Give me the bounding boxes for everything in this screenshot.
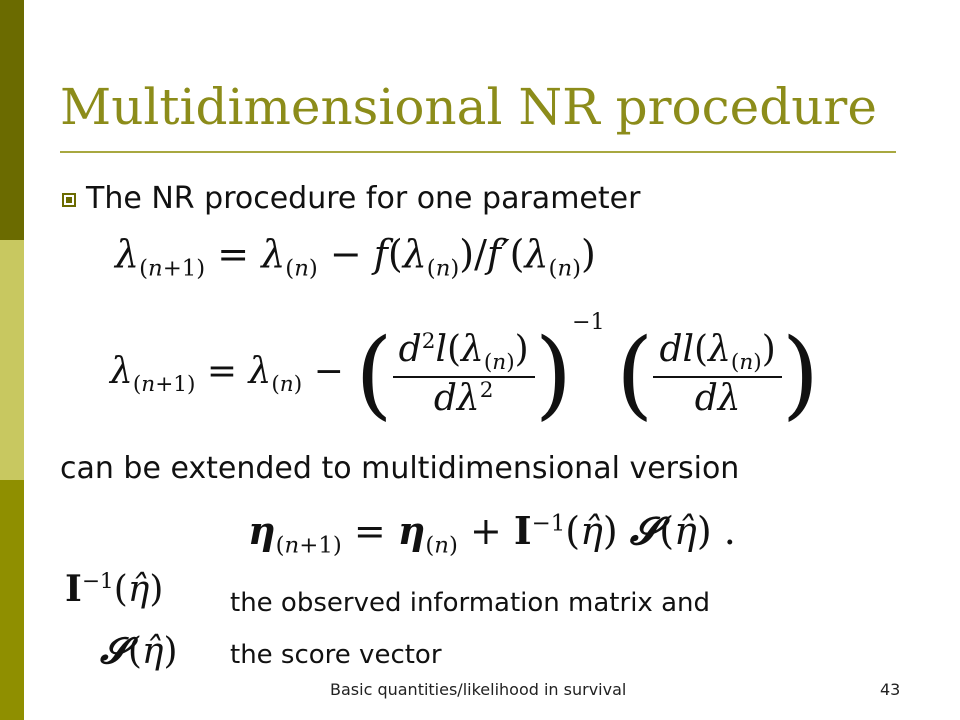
extension-text: can be extended to multidimensional version xyxy=(60,451,740,486)
information-matrix-text: the observed information matrix and xyxy=(230,588,710,618)
score-vector-symbol: 𝓢(η̂) xyxy=(100,630,178,672)
side-band-bottom xyxy=(0,480,24,720)
page-number: 43 xyxy=(880,680,901,699)
bullet-text: The NR procedure for one parameter xyxy=(86,181,641,216)
title-rule xyxy=(60,151,896,153)
nr-equation-derivative-form: $\lambda_{(n+1)} = \lambda_{(n)}$ − ( $\frac{d^2l(\lambda_{(n)})}{d\lambda^2}$ )$^{-1}$ ( $\frac{dl(\lambda_{(n)})}{d\lambda}$ ) xyxy=(110,310,820,430)
information-matrix-symbol: $I^{-1}(\etâ)$ xyxy=(65,568,164,610)
side-band-middle xyxy=(0,240,24,480)
score-vector-text: the score vector xyxy=(230,640,442,670)
slide-title: Multidimensional NR procedure xyxy=(60,78,877,136)
footer-text: Basic quantities/likelihood in survival xyxy=(330,680,627,699)
square-bullet-icon xyxy=(62,193,76,207)
nr-equation-one-parameter: $\lambda_{(n+1)} = \lambda_{(n)} - f(\lambda_{(n)})/f'(\lambda_{(n)})$ xyxy=(115,232,596,282)
side-band-top xyxy=(0,0,24,240)
nr-equation-multidimensional: $\eta_{(n+1)} = \eta_{(n)}$ + $I^{-1}(\etâ)$ 𝓢(η̂) . xyxy=(248,508,736,559)
